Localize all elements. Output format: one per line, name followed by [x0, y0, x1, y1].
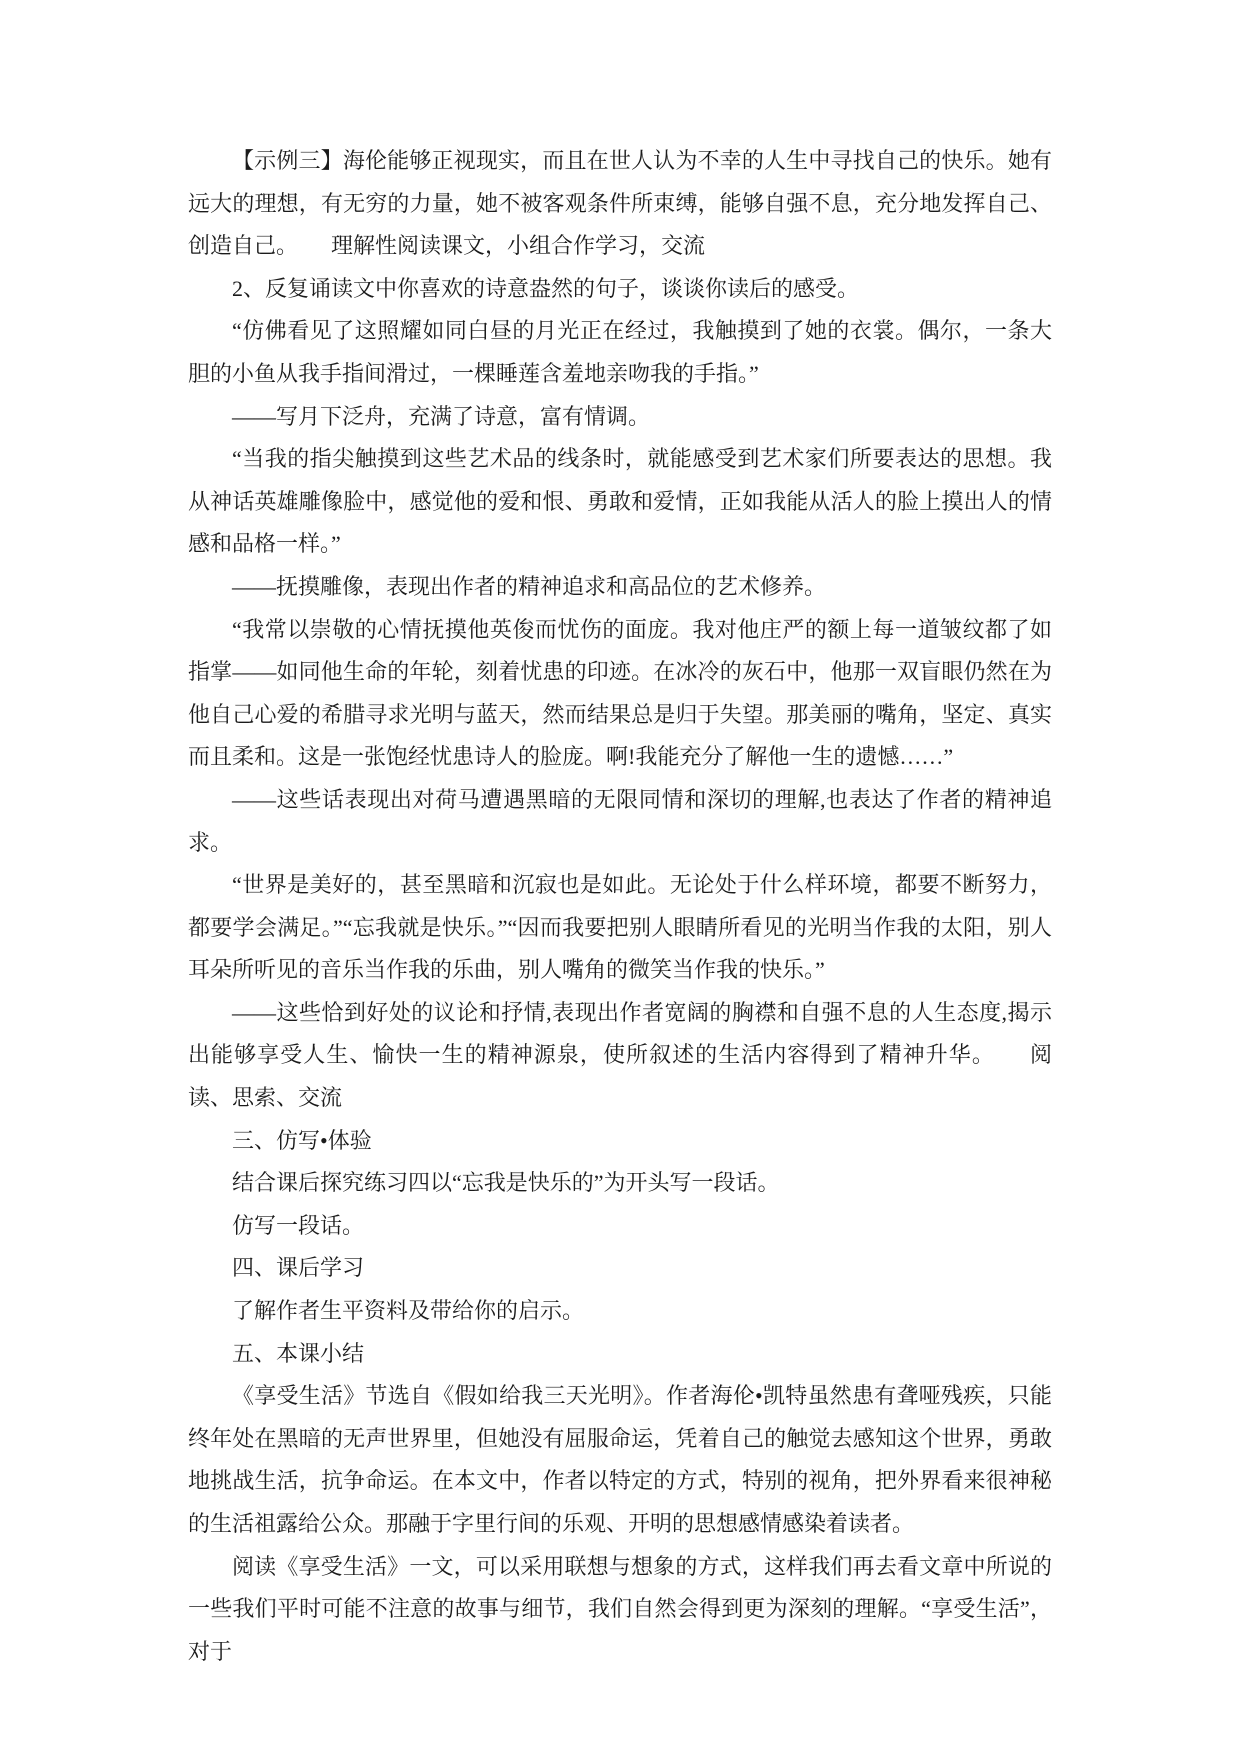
paragraph: “当我的指尖触摸到这些艺术品的线条时，就能感受到艺术家们所要表达的思想。我从神话英雄雕像脸中，感觉他的爱和恨、勇敢和爱情，正如我能从活人的脸上摸出人的情感和品格一样。” [188, 446, 1052, 557]
paragraph: ——这些话表现出对荷马遭遇黑暗的无限同情和深切的理解,也表达了作者的精神追求。 [188, 786, 1052, 855]
paragraph: ——这些恰到好处的议论和抒情,表现出作者宽阔的胸襟和自强不息的人生态度,揭示出能够享受人生、愉快一生的精神源泉，使所叙述的生活内容得到了精神升华。 阅读、思索、交流 [188, 999, 1052, 1111]
paragraph: 三、仿写•体验 [232, 1127, 372, 1153]
paragraph: ——抚摸雕像，表现出作者的精神追求和高品位的艺术修养。 [232, 573, 827, 599]
paragraph: 2、反复诵读文中你喜欢的诗意盎然的句子，谈谈你读后的感受。 [232, 275, 860, 301]
document-body [188, 140, 1052, 1673]
paragraph: 五、本课小结 [232, 1340, 365, 1366]
paragraph: 仿写一段话。 [232, 1212, 365, 1238]
paragraph: “仿佛看见了这照耀如同白昼的月光正在经过，我触摸到了她的衣裳。偶尔，一条大胆的小鱼从我手指间滑过，一棵睡莲含羞地亲吻我的手指。” [188, 318, 1052, 386]
paragraph: 了解作者生平资料及带给你的启示。 [232, 1298, 585, 1324]
paragraph: ——写月下泛舟，充满了诗意，富有情调。 [232, 403, 651, 429]
paragraph: 结合课后探究练习四以“忘我是快乐的”为开头写一段话。 [232, 1170, 780, 1196]
paragraph: “我常以崇敬的心情抚摸他英俊而忧伤的面庞。我对他庄严的额上每一道皱纹都了如指掌——如同他生命的年轮，刻着忧患的印迹。在冰冷的灰石中，他那一双盲眼仍然在为他自己心爱的希腊寻求光明与蓝天，然而结果总是归于失望。那美丽的嘴角，坚定、真实而且柔和。这是一张饱经忧患诗人的脸庞。啊!我能充分了解他一生的遗憾……” [188, 616, 1052, 770]
paragraph: 阅读《享受生活》一文，可以采用联想与想象的方式，这样我们再去看文章中所说的一些我们平时可能不注意的故事与细节，我们自然会得到更为深刻的理解。“享受生活”，对于 [188, 1553, 1052, 1664]
paragraph: 【示例三】海伦能够正视现实，而且在世人认为不幸的人生中寻找自己的快乐。她有远大的理想，有无穷的力量，她不被客观条件所束缚，能够自强不息，充分地发挥自己、创造自己。 理解性阅读课文，小组合作学习，交流 [188, 148, 1052, 259]
paragraph: “世界是美好的，甚至黑暗和沉寂也是如此。无论处于什么样环境，都要不断努力，都要学会满足。”“忘我就是快乐。”“因而我要把别人眼睛所看见的光明当作我的太阳，别人耳朵所听见的音乐当作我的乐曲，别人嘴角的微笑当作我的快乐。” [188, 872, 1052, 983]
paragraph: 四、课后学习 [232, 1255, 365, 1281]
paragraph: 《享受生活》节选自《假如给我三天光明》。作者海伦•凯特虽然患有聋哑残疾，只能终年处在黑暗的无声世界里，但她没有屈服命运，凭着自己的触觉去感知这个世界，勇敢地挑战生活，抗争命运。在本文中，作者以特定的方式，特别的视角，把外界看来很神秘的生活祖露给公众。那融于字里行间的乐观、开明的思想感情感染着读者。 [188, 1383, 1052, 1536]
